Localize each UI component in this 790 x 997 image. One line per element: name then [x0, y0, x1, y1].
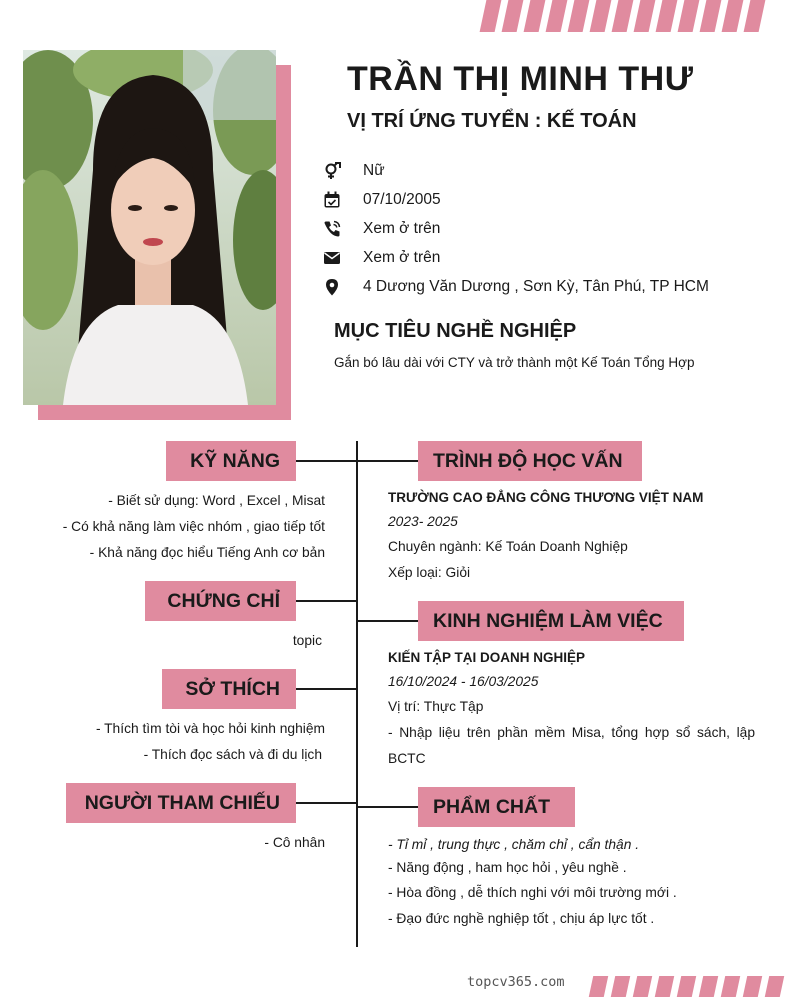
education-major: Chuyên ngành: Kế Toán Doanh Nghiệp — [388, 539, 628, 554]
address-text: 4 Dương Văn Dương , Sơn Kỳ, Tân Phú, TP HCM — [363, 278, 709, 295]
decorative-stripes-top — [483, 0, 769, 32]
objective-heading: MỤC TIÊU NGHỀ NGHIỆP — [334, 320, 577, 342]
connector-hobbies — [296, 688, 356, 690]
info-phone — [323, 218, 440, 240]
education-school: TRƯỜNG CAO ĐẲNG CÔNG THƯƠNG VIỆT NAM — [388, 490, 704, 505]
candidate-name: TRẦN THỊ MINH THƯ — [347, 60, 694, 98]
gender-text: Nữ — [363, 162, 385, 179]
experience-role-title: KIẾN TẬP TẠI DOANH NGHIỆP — [388, 650, 586, 665]
connector-skills — [296, 460, 356, 462]
skills-heading: KỸ NĂNG — [166, 441, 296, 481]
experience-description: - Nhập liệu trên phần mềm Misa, tổng hợp sổ sách, lập — [388, 725, 755, 740]
certificates-item: topic — [292, 633, 322, 648]
timeline-vertical-line — [356, 441, 358, 947]
qualities-heading: PHẨM CHẤT — [418, 787, 575, 827]
education-heading: TRÌNH ĐỘ HỌC VẤN — [418, 441, 642, 481]
connector-references — [296, 802, 356, 804]
experience-heading: KINH NGHIỆM LÀM VIỆC — [418, 601, 684, 641]
education-period: 2023- 2025 — [388, 514, 458, 529]
calendar-icon — [323, 191, 341, 209]
hobbies-heading: SỞ THÍCH — [162, 669, 296, 709]
qualities-item: - Đạo đức nghề nghiệp tốt , chịu áp lực tốt . — [388, 911, 655, 926]
profile-photo — [23, 50, 276, 405]
connector-qualities — [358, 806, 418, 808]
email-icon — [323, 249, 341, 267]
email-text: Xem ở trên — [363, 249, 441, 266]
connector-certificates — [296, 600, 356, 602]
education-grade: Xếp loại: Giỏi — [388, 565, 471, 580]
applied-position: VỊ TRÍ ỨNG TUYỂN : KẾ TOÁN — [347, 110, 637, 132]
connector-education — [358, 460, 418, 462]
hobbies-item: - Thích đọc sách và đi du lịch — [143, 747, 322, 762]
decorative-stripes-bottom — [591, 976, 789, 997]
skills-item: - Có khả năng làm việc nhóm , giao tiếp tốt — [62, 519, 325, 534]
experience-description: BCTC — [388, 751, 426, 766]
info-birthdate — [323, 189, 441, 211]
skills-item: - Biết sử dụng: Word , Excel , Misat — [108, 493, 325, 508]
gender-icon — [323, 162, 341, 180]
hobbies-item: - Thích tìm tòi và học hỏi kinh nghiệm — [95, 721, 325, 736]
connector-experience — [358, 620, 418, 622]
certificates-heading: CHỨNG CHỈ — [145, 581, 296, 621]
experience-position: Vị trí: Thực Tập — [388, 699, 484, 714]
qualities-item: - Năng động , ham học hỏi , yêu nghề . — [388, 860, 627, 875]
qualities-item: - Hòa đồng , dễ thích nghi với môi trường mới . — [388, 885, 677, 900]
experience-period: 16/10/2024 - 16/03/2025 — [388, 674, 539, 689]
references-item: - Cô nhân — [264, 835, 325, 850]
footer-website: topcv365.com — [467, 974, 565, 990]
info-address — [323, 276, 709, 298]
info-email — [323, 247, 440, 269]
qualities-item: - Tỉ mỉ , trung thực , chăm chỉ , cẩn thận . — [388, 837, 640, 852]
location-pin-icon — [323, 278, 341, 296]
birthdate-text: 07/10/2005 — [363, 191, 441, 208]
phone-icon — [323, 220, 341, 238]
info-gender — [323, 160, 385, 182]
skills-item: - Khả năng đọc hiểu Tiếng Anh cơ bản — [89, 545, 325, 560]
phone-text: Xem ở trên — [363, 220, 441, 237]
references-heading: NGƯỜI THAM CHIẾU — [66, 783, 296, 823]
objective-text: Gắn bó lâu dài với CTY và trở thành một Kế Toán Tổng Hợp — [334, 355, 695, 370]
